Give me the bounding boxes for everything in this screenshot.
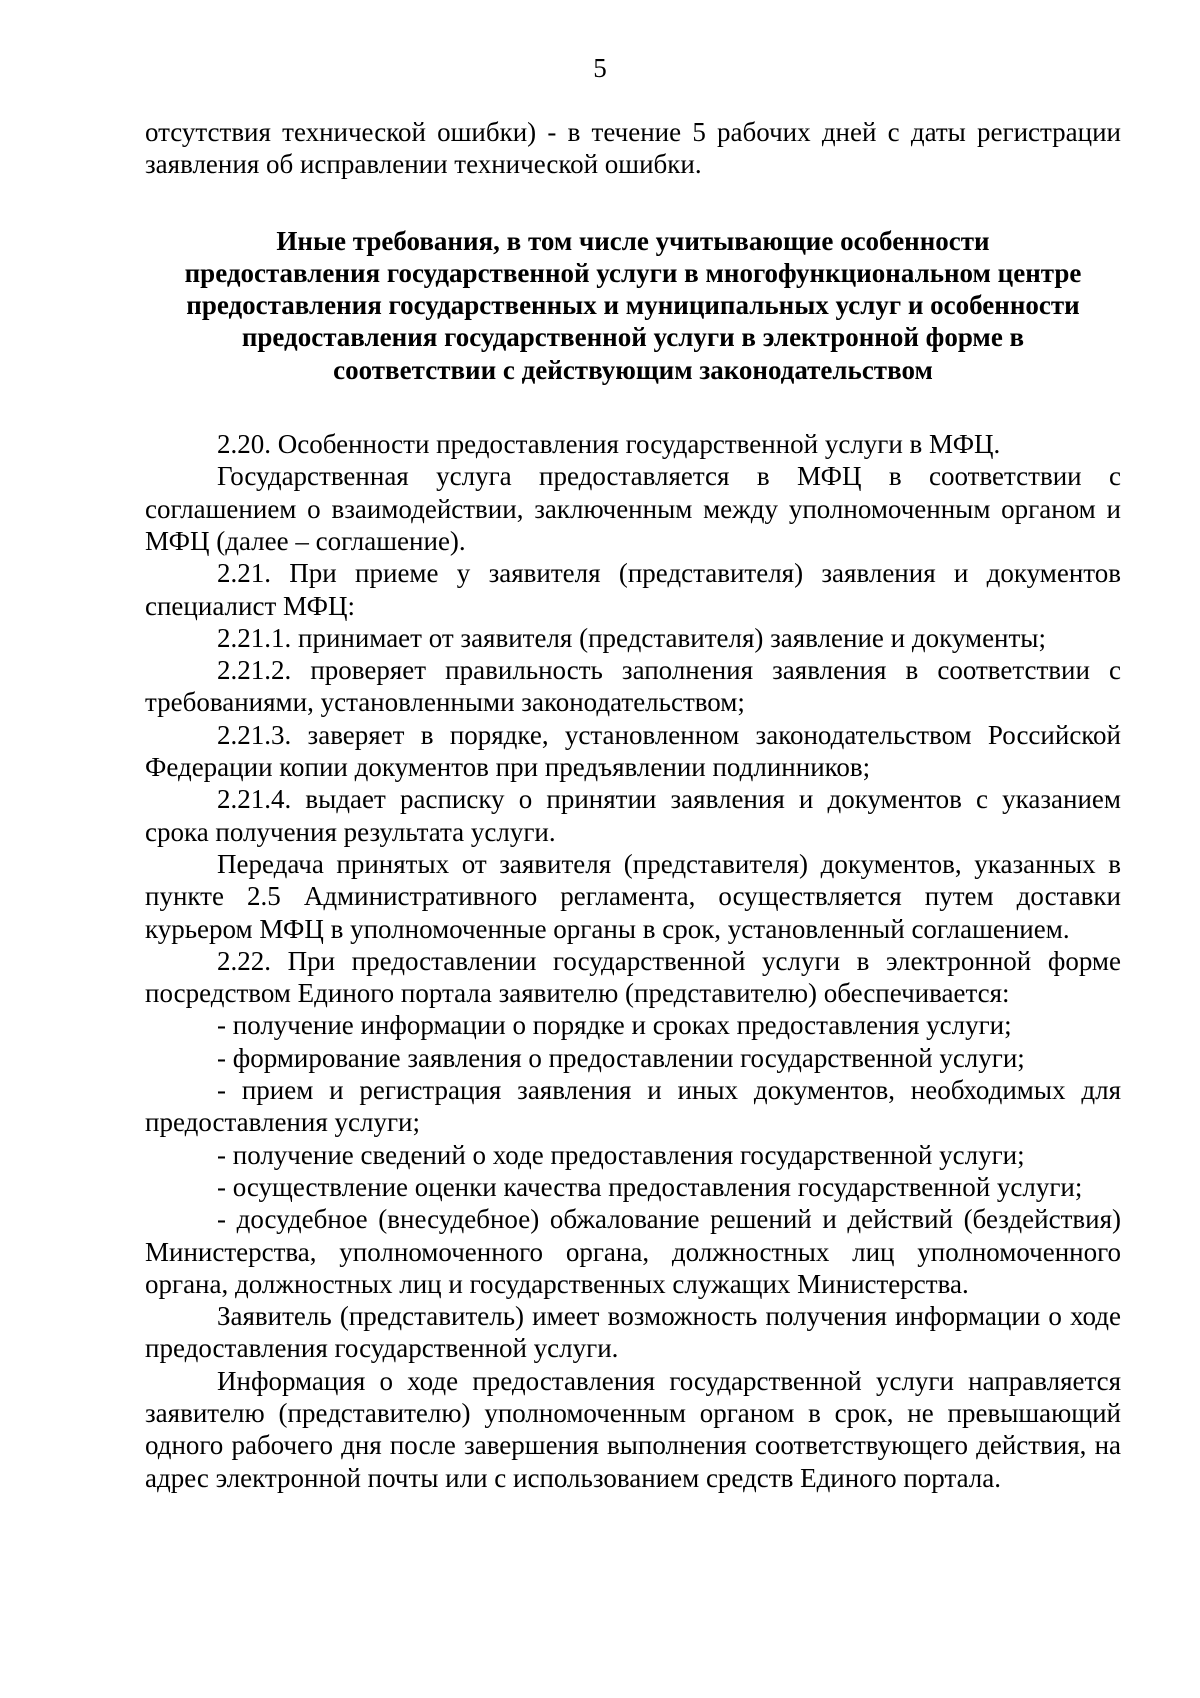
paragraph-2-21-1: 2.21.1. принимает от заявителя (представителя) заявление и документы;: [217, 622, 1046, 653]
heading-line: предоставления государственной услуги в многофункциональном центре: [184, 257, 1082, 288]
paragraph-2-21-4: 2.21.4. выдает расписку о принятии заявления и документов с указанием срока получения результата услуги.: [145, 784, 1121, 847]
paragraph-service-mfc: Государственная услуга предоставляется в МФЦ в соответствии с соглашением о взаимодействии, заключенным между уполномоченным органом и МФЦ (далее – соглашение).: [145, 461, 1121, 556]
paragraph-status-info: Заявитель (представитель) имеет возможность получения информации о ходе предоставления государственной услуги.: [145, 1301, 1121, 1364]
page-number: 5: [593, 53, 607, 83]
paragraph-2-21-3: 2.21.3. заверяет в порядке, установленном законодательством Российской Федерации копии документов при предъявлении подлинников;: [145, 719, 1121, 783]
heading-line: Иные требования, в том числе учитывающие особенности: [276, 225, 990, 256]
paragraph-info-delivery: Информация о ходе предоставления государственной услуги направляется заявителю (представителю) уполномоченным органом в срок, не превышающий одного рабочего дня после завершения выполнения соответствующего действия, на адрес электронной почты или с использованием средств Единого портала.: [145, 1365, 1121, 1493]
paragraph-documents-transfer: Передача принятых от заявителя (представителя) документов, указанных в пункте 2.5 Административного регламента, осуществляется путем доставки курьером МФЦ в уполномоченные органы в срок, установленный соглашением.: [145, 848, 1121, 944]
paragraph-2-22: 2.22. При предоставлении государственной услуги в электронной форме посредством Единого портала заявителю (представителю) обеспечивается:: [145, 945, 1121, 1009]
list-item: - осуществление оценки качества предоставления государственной услуги;: [217, 1171, 1083, 1202]
list-item: - получение сведений о ходе предоставления государственной услуги;: [217, 1139, 1025, 1170]
heading-line: предоставления государственной услуги в электронной форме в: [241, 322, 1025, 353]
list-item: - формирование заявления о предоставлении государственной услуги;: [217, 1042, 1025, 1073]
paragraph-2-21: 2.21. При приеме у заявителя (представителя) заявления и документов специалист МФЦ:: [145, 558, 1121, 621]
intro-paragraph: отсутствия технической ошибки) - в течение 5 рабочих дней с даты регистрации заявления об исправлении технической ошибки.: [145, 117, 1121, 180]
list-item: - получение информации о порядке и сроках предоставления услуги;: [217, 1010, 1012, 1041]
heading-line: предоставления государственных и муниципальных услуг и особенности: [186, 290, 1080, 321]
heading-line: соответствии с действующим законодательством: [333, 354, 933, 385]
paragraph-2-21-2: 2.21.2. проверяет правильность заполнения заявления в соответствии с требованиями, установленными законодательством;: [145, 655, 1121, 718]
section-heading: [145, 225, 1121, 386]
document-body: [145, 116, 1121, 1494]
list-item: - досудебное (внесудебное) обжалование решений и действий (бездействия) Министерства, уполномоченного органа, должностных лиц уполномоченного органа, должностных лиц и государственных служащих Министерства.: [145, 1204, 1121, 1299]
list-item: - прием и регистрация заявления и иных документов, необходимых для предоставления услуги;: [145, 1075, 1121, 1138]
paragraph-2-20: 2.20. Особенности предоставления государственной услуги в МФЦ.: [217, 429, 1001, 460]
